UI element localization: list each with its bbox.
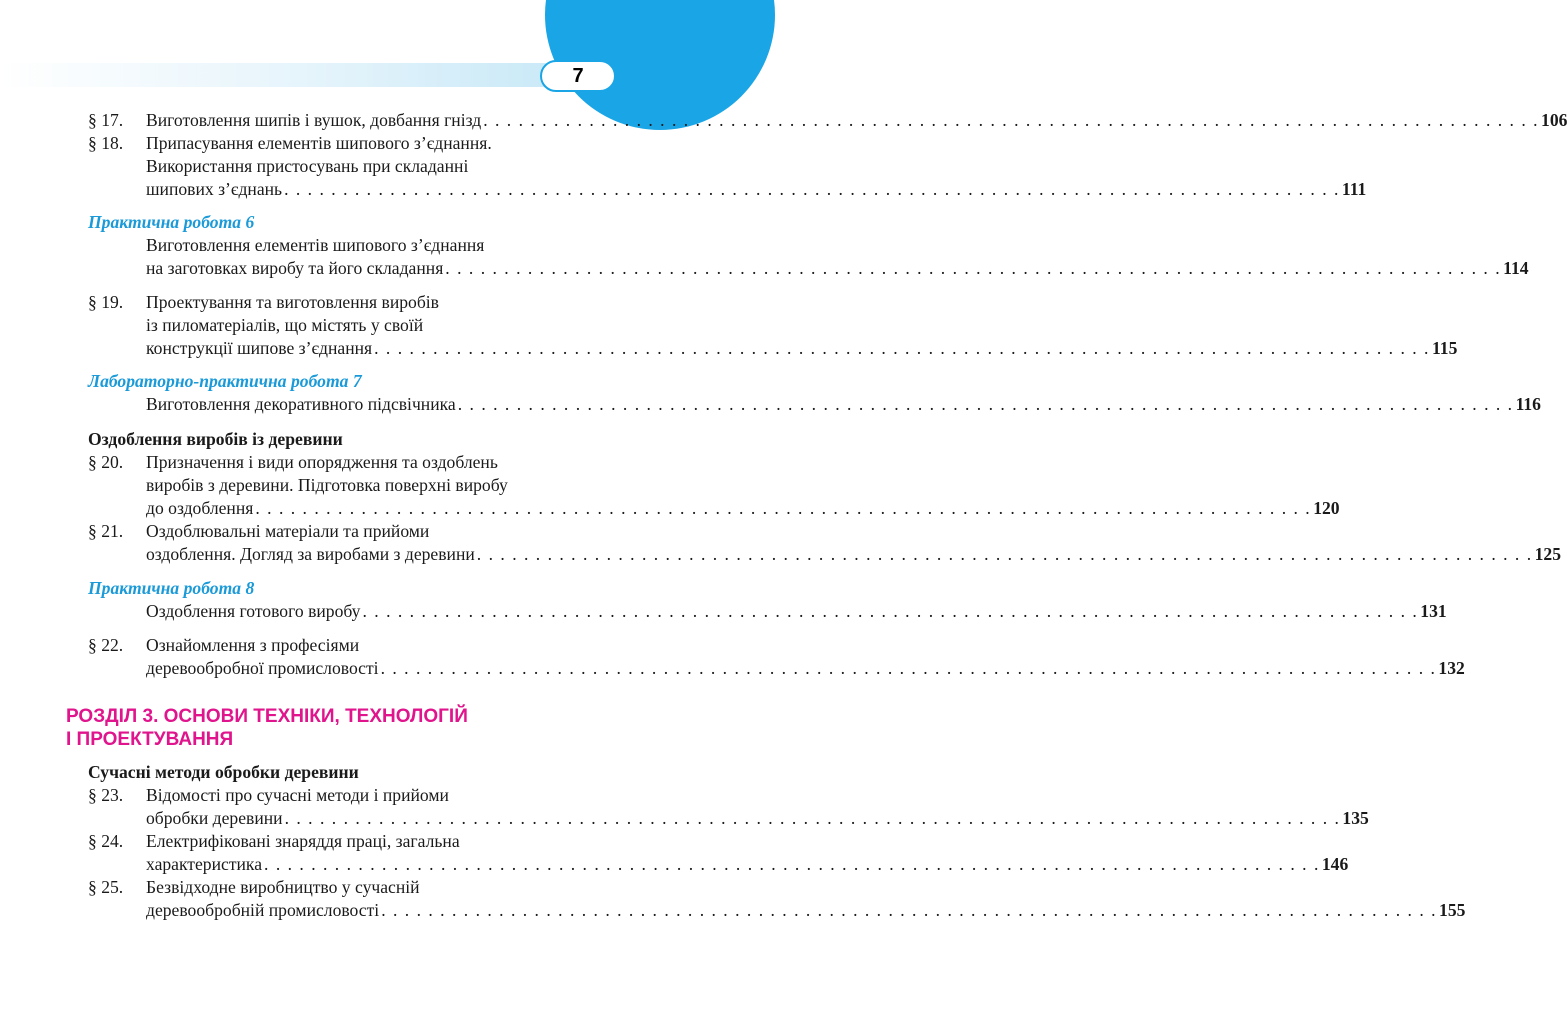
toc-entry-title: Відомості про сучасні методи і прийоми <box>146 785 449 805</box>
toc-entry-line <box>146 633 616 657</box>
toc-entry-title: характеристика <box>146 854 263 874</box>
toc-page-number: 120 <box>1313 498 1340 518</box>
dot-leader: . . . . . . . . . . . . . . . . . . . . . . . . . . . . . . . . . . . . . . . . . . . . . . . . . . . . . . . . . . . . . . . . . . . . . . . . . . . . . . . . . . . . . . . . . . <box>381 900 1438 920</box>
toc-entry-line <box>146 783 616 807</box>
section-number: § 24. <box>88 831 124 851</box>
toc-page-number: 106 <box>1541 110 1567 130</box>
toc-entry-line <box>146 392 1541 416</box>
toc-entry-line <box>146 806 1369 830</box>
toc-entry-line <box>146 829 616 853</box>
toc-entry-title: на заготовках виробу та його складання <box>146 258 444 278</box>
section-subheading: Сучасні методи обробки деревини <box>88 762 359 782</box>
section-number: § 20. <box>88 452 124 472</box>
practical-work-label: Практична робота 6 <box>88 212 255 232</box>
toc-entry-line <box>146 336 1458 360</box>
toc-entry-line <box>146 154 616 178</box>
section-number: § 19. <box>88 292 124 312</box>
toc-entry-title: Виготовлення шипів і вушок, довбання гнізд <box>146 110 482 130</box>
toc-entry-title: обробки деревини <box>146 808 283 828</box>
toc-entry-line <box>146 656 1465 680</box>
dot-leader: . . . . . . . . . . . . . . . . . . . . . . . . . . . . . . . . . . . . . . . . . . . . . . . . . . . . . . . . . . . . . . . . . . . . . . . . . . . . . . . . . . . . . . . . . . <box>476 544 1533 564</box>
toc-entry-title: Виготовлення декоративного підсвічника <box>146 394 456 414</box>
dot-leader: . . . . . . . . . . . . . . . . . . . . . . . . . . . . . . . . . . . . . . . . . . . . . . . . . . . . . . . . . . . . . . . . . . . . . . . . . . . . . . . . . . . . . . . . . . <box>457 394 1514 414</box>
practical-work-label: Практична робота 8 <box>88 578 255 598</box>
dot-leader: . . . . . . . . . . . . . . . . . . . . . . . . . . . . . . . . . . . . . . . . . . . . . . . . . . . . . . . . . . . . . . . . . . . . . . . . . . . . . . . . . . . . . . . . . . <box>445 258 1502 278</box>
section-number: § 22. <box>88 635 124 655</box>
toc-entry-title: до оздоблення <box>146 498 254 518</box>
toc-entry-line <box>146 177 1367 201</box>
toc-entry-line <box>146 898 1466 922</box>
toc-entry-title: Призначення і види опорядження та оздоблень <box>146 452 498 472</box>
toc-entry-title: оздоблення. Догляд за виробами з деревини <box>146 544 475 564</box>
toc-entry-title: Електрифіковані знаряддя праці, загальна <box>146 831 460 851</box>
toc-page-number: 135 <box>1342 808 1369 828</box>
toc-entry-title: Ознайомлення з професіями <box>146 635 360 655</box>
dot-leader: . . . . . . . . . . . . . . . . . . . . . . . . . . . . . . . . . . . . . . . . . . . . . . . . . . . . . . . . . . . . . . . . . . . . . . . . . . . . . . . . . . . . . . . . . . <box>483 110 1540 130</box>
toc-entry-title: Оздоблювальні матеріали та прийоми <box>146 521 430 541</box>
toc-entry-line <box>146 852 1349 876</box>
toc-page-number: 125 <box>1534 544 1562 564</box>
page-number: 7 <box>540 60 616 92</box>
dot-leader: . . . . . . . . . . . . . . . . . . . . . . . . . . . . . . . . . . . . . . . . . . . . . . . . . . . . . . . . . . . . . . . . . . . . . . . . . . . . . . . . . . . . . . . . . . <box>362 601 1419 621</box>
toc-entry-title: із пиломатеріалів, що містять у своїй <box>146 315 424 335</box>
toc-entry-line <box>146 290 616 314</box>
toc-entry-title: деревообробній промисловості <box>146 900 380 920</box>
toc-entry-line <box>146 542 1562 566</box>
dot-leader: . . . . . . . . . . . . . . . . . . . . . . . . . . . . . . . . . . . . . . . . . . . . . . . . . . . . . . . . . . . . . . . . . . . . . . . . . . . . . . . . . . . . . . . . . . <box>284 808 1341 828</box>
toc-entry-title: деревообробної промисловості <box>146 658 379 678</box>
toc-entry-title: конструкції шипове з’єднання <box>146 338 373 358</box>
toc-entry-line <box>146 108 1567 132</box>
toc-page-number: 115 <box>1431 338 1458 358</box>
toc-entry-line <box>146 256 1529 280</box>
toc-page-number: 132 <box>1438 658 1465 678</box>
toc-page-number: 114 <box>1503 258 1529 278</box>
toc-page-number: 131 <box>1420 601 1447 621</box>
toc-entry-line <box>146 875 616 899</box>
toc-entry-title: Оздоблення готового виробу <box>146 601 361 621</box>
toc-entry-title: Проектування та виготовлення виробів <box>146 292 439 312</box>
section-number: § 21. <box>88 521 124 541</box>
toc-entry-line <box>146 313 616 337</box>
toc-entry-line <box>146 450 616 474</box>
toc-entry-line <box>146 496 1340 520</box>
toc-entry-line <box>146 131 616 155</box>
toc-entry-title: виробів з деревини. Підготовка поверхні виробу <box>146 475 508 495</box>
toc-entry-title: Використання пристосувань при складанні <box>146 156 469 176</box>
chapter-heading: І ПРОЕКТУВАННЯ <box>66 729 234 750</box>
toc-entry-line <box>146 599 1447 623</box>
toc-entry-title: Виготовлення елементів шипового з’єднання <box>146 235 485 255</box>
toc-page-number: 111 <box>1341 179 1367 199</box>
practical-work-label: Лабораторно-практична робота 7 <box>88 371 362 391</box>
toc-entry-line <box>146 519 616 543</box>
dot-leader: . . . . . . . . . . . . . . . . . . . . . . . . . . . . . . . . . . . . . . . . . . . . . . . . . . . . . . . . . . . . . . . . . . . . . . . . . . . . . . . . . . . . . . . . . . <box>264 854 1320 874</box>
toc-page-number: 116 <box>1515 394 1541 414</box>
dot-leader: . . . . . . . . . . . . . . . . . . . . . . . . . . . . . . . . . . . . . . . . . . . . . . . . . . . . . . . . . . . . . . . . . . . . . . . . . . . . . . . . . . . . . . . . . . <box>255 498 1312 518</box>
toc-entry-title: Припасування елементів шипового з’єднання. <box>146 133 492 153</box>
toc-entry-line <box>146 233 616 257</box>
toc-entry-line <box>146 473 616 497</box>
section-number: § 17. <box>88 110 124 130</box>
toc-page-number: 146 <box>1321 854 1349 874</box>
section-subheading: Оздоблення виробів із деревини <box>88 429 343 449</box>
section-number: § 23. <box>88 785 124 805</box>
section-number: § 18. <box>88 133 124 153</box>
chapter-heading: РОЗДІЛ 3. ОСНОВИ ТЕХНІКИ, ТЕХНОЛОГІЙ <box>66 706 468 727</box>
dot-leader: . . . . . . . . . . . . . . . . . . . . . . . . . . . . . . . . . . . . . . . . . . . . . . . . . . . . . . . . . . . . . . . . . . . . . . . . . . . . . . . . . . . . . . . . . . <box>374 338 1430 358</box>
header-band <box>0 63 560 87</box>
dot-leader: . . . . . . . . . . . . . . . . . . . . . . . . . . . . . . . . . . . . . . . . . . . . . . . . . . . . . . . . . . . . . . . . . . . . . . . . . . . . . . . . . . . . . . . . . . <box>380 658 1437 678</box>
toc-entry-title: шипових з’єднань <box>146 179 283 199</box>
section-number: § 25. <box>88 877 124 897</box>
toc-page-number: 155 <box>1439 900 1466 920</box>
dot-leader: . . . . . . . . . . . . . . . . . . . . . . . . . . . . . . . . . . . . . . . . . . . . . . . . . . . . . . . . . . . . . . . . . . . . . . . . . . . . . . . . . . . . . . . . . . <box>284 179 1340 199</box>
toc-entry-title: Безвідходне виробництво у сучасній <box>146 877 420 897</box>
